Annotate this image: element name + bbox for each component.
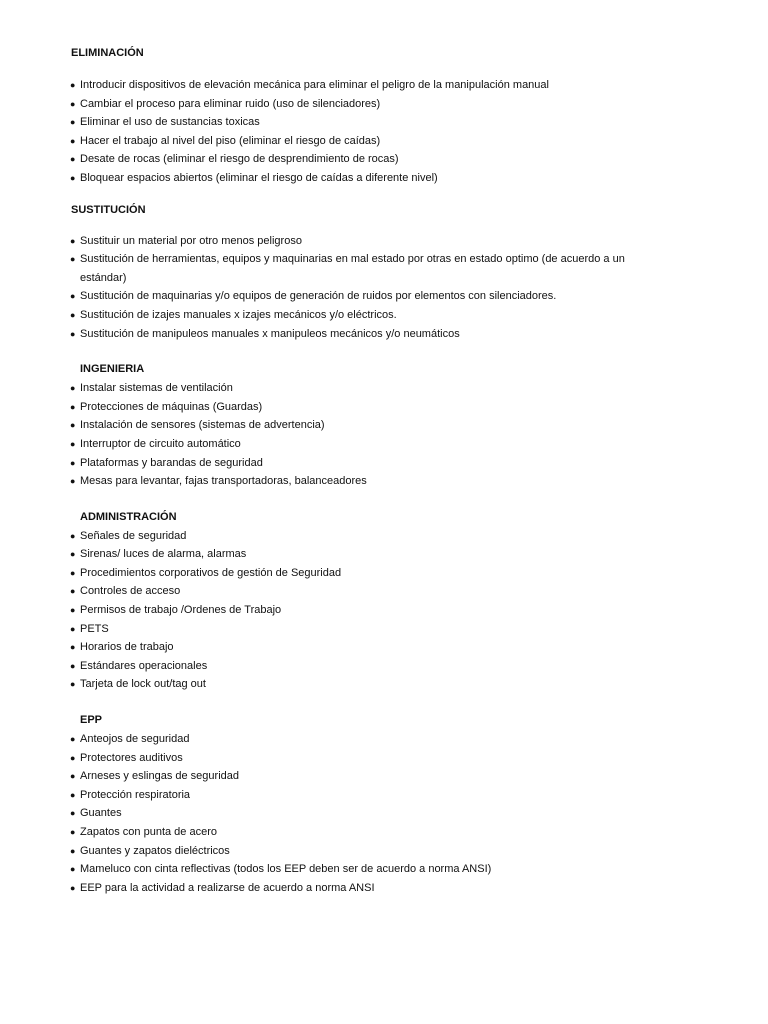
bullet-icon: ● xyxy=(70,309,76,320)
list-item: ● Señales de seguridad xyxy=(0,527,768,546)
section-ingenieria xyxy=(0,360,768,491)
bullet-icon: ● xyxy=(70,845,76,856)
list-item: ● Desate de rocas (eliminar el riesgo de desprendimiento de rocas) xyxy=(0,150,768,169)
list-item: ● Controles de acceso xyxy=(0,582,768,601)
bullet-icon: ● xyxy=(70,623,76,634)
bullet-icon: ● xyxy=(70,80,76,90)
bullet-icon: ● xyxy=(70,808,76,819)
list-item: ● EEP para la actividad a realizarse de acuerdo a norma ANSI xyxy=(0,879,768,898)
bullet-icon: ● xyxy=(70,789,76,800)
list-item: ● Protección respiratoria xyxy=(0,786,768,805)
list-item: ● Sustituir un material por otro menos peligroso xyxy=(0,232,768,251)
list-item: ● PETS xyxy=(0,620,768,639)
bullet-icon: ● xyxy=(70,752,76,763)
section-heading: EPP xyxy=(80,714,103,727)
bullet-list xyxy=(0,527,768,694)
section-heading: ELIMINACIÓN xyxy=(71,47,144,59)
bullet-icon: ● xyxy=(70,98,76,109)
list-item: ● Horarios de trabajo xyxy=(0,638,768,657)
list-item: ● Protecciones de máquinas (Guardas) xyxy=(0,398,768,417)
list-item: ● Bloquear espacios abiertos (eliminar el riesgo de caídas a diferente nivel) xyxy=(0,169,768,188)
bullet-icon: ● xyxy=(70,117,76,128)
bullet-icon: ● xyxy=(70,549,76,560)
list-item: ● Estándares operacionales xyxy=(0,657,768,676)
list-item: ● Hacer el trabajo al nivel del piso (eliminar el riesgo de caídas) xyxy=(0,132,768,151)
list-item: ● Guantes xyxy=(0,804,768,823)
bullet-icon: ● xyxy=(70,734,76,745)
bullet-icon: ● xyxy=(70,438,76,449)
bullet-icon: ● xyxy=(70,864,76,875)
bullet-list xyxy=(0,76,768,188)
list-item: ● Mesas para levantar, fajas transportadoras, balanceadores xyxy=(0,472,768,491)
list-item: ● Anteojos de seguridad xyxy=(0,730,768,749)
section-heading: INGENIERIA xyxy=(80,363,145,376)
bullet-icon: ● xyxy=(70,235,76,246)
list-item: ● Instalación de sensores (sistemas de advertencia) xyxy=(0,416,768,435)
bullet-icon: ● xyxy=(70,530,76,541)
list-item: ● Guantes y zapatos dieléctricos xyxy=(0,842,768,861)
section-heading: ADMINISTRACIÓN xyxy=(80,510,177,523)
list-item: ● Interruptor de circuito automático xyxy=(0,435,768,454)
list-item: ● Arneses y eslingas de seguridad xyxy=(0,767,768,786)
bullet-icon: ● xyxy=(70,771,76,782)
bullet-icon: ● xyxy=(70,291,76,302)
list-item: ● Introducir dispositivos de elevación mecánica para eliminar el peligro de la manipulación manual xyxy=(0,76,768,95)
list-item: ● Instalar sistemas de ventilación xyxy=(0,379,768,398)
list-item: ● Procedimientos corporativos de gestión de Seguridad xyxy=(0,564,768,583)
bullet-icon: ● xyxy=(70,882,76,893)
list-item: ● Tarjeta de lock out/tag out xyxy=(0,675,768,694)
bullet-icon: ● xyxy=(70,383,76,394)
list-item: ● Cambiar el proceso para eliminar ruido (uso de silenciadores) xyxy=(0,95,768,114)
bullet-icon: ● xyxy=(70,420,76,431)
bullet-icon: ● xyxy=(70,172,76,183)
section-administracion xyxy=(0,508,768,694)
bullet-icon: ● xyxy=(70,642,76,653)
bullet-icon: ● xyxy=(70,328,76,339)
section-sustitucion xyxy=(0,201,768,344)
section-eliminacion xyxy=(0,44,768,188)
list-item: ● Sustitución de herramientas, equipos y maquinarias en mal estado por otras en estado optimo (de acuerdo a un estándar) xyxy=(0,250,768,287)
bullet-icon: ● xyxy=(70,254,76,265)
bullet-icon: ● xyxy=(70,476,76,487)
bullet-icon: ● xyxy=(70,457,76,468)
bullet-icon: ● xyxy=(70,827,76,837)
list-item: ● Sirenas/ luces de alarma, alarmas xyxy=(0,545,768,564)
bullet-icon: ● xyxy=(70,567,76,578)
bullet-icon: ● xyxy=(70,605,76,616)
bullet-icon: ● xyxy=(70,135,76,146)
list-item: ● Plataformas y barandas de seguridad xyxy=(0,454,768,473)
section-heading: SUSTITUCIÓN xyxy=(71,203,146,216)
list-item: ● Permisos de trabajo /Ordenes de Trabajo xyxy=(0,601,768,620)
bullet-icon: ● xyxy=(70,660,76,671)
section-epp xyxy=(0,711,768,897)
bullet-icon: ● xyxy=(70,401,76,412)
bullet-icon: ● xyxy=(70,679,76,690)
list-item: ● Zapatos con punta de acero xyxy=(0,823,768,842)
bullet-icon: ● xyxy=(70,154,76,165)
list-item: ● Mameluco con cinta reflectivas (todos los EEP deben ser de acuerdo a norma ANSI) xyxy=(0,860,768,879)
list-item: ● Protectores auditivos xyxy=(0,749,768,768)
bullet-icon: ● xyxy=(70,586,76,597)
list-item: ● Eliminar el uso de sustancias toxicas xyxy=(0,113,768,132)
bullet-list xyxy=(0,730,768,897)
bullet-list xyxy=(0,379,768,491)
list-item: ● Sustitución de maquinarias y/o equipos de generación de ruidos por elementos con silenciadores. xyxy=(0,287,768,306)
bullet-list xyxy=(0,232,768,344)
list-item: ● Sustitución de manipuleos manuales x manipuleos mecánicos y/o neumáticos xyxy=(0,325,768,344)
list-item: ● Sustitución de izajes manuales x izajes mecánicos y/o eléctricos. xyxy=(0,306,768,325)
